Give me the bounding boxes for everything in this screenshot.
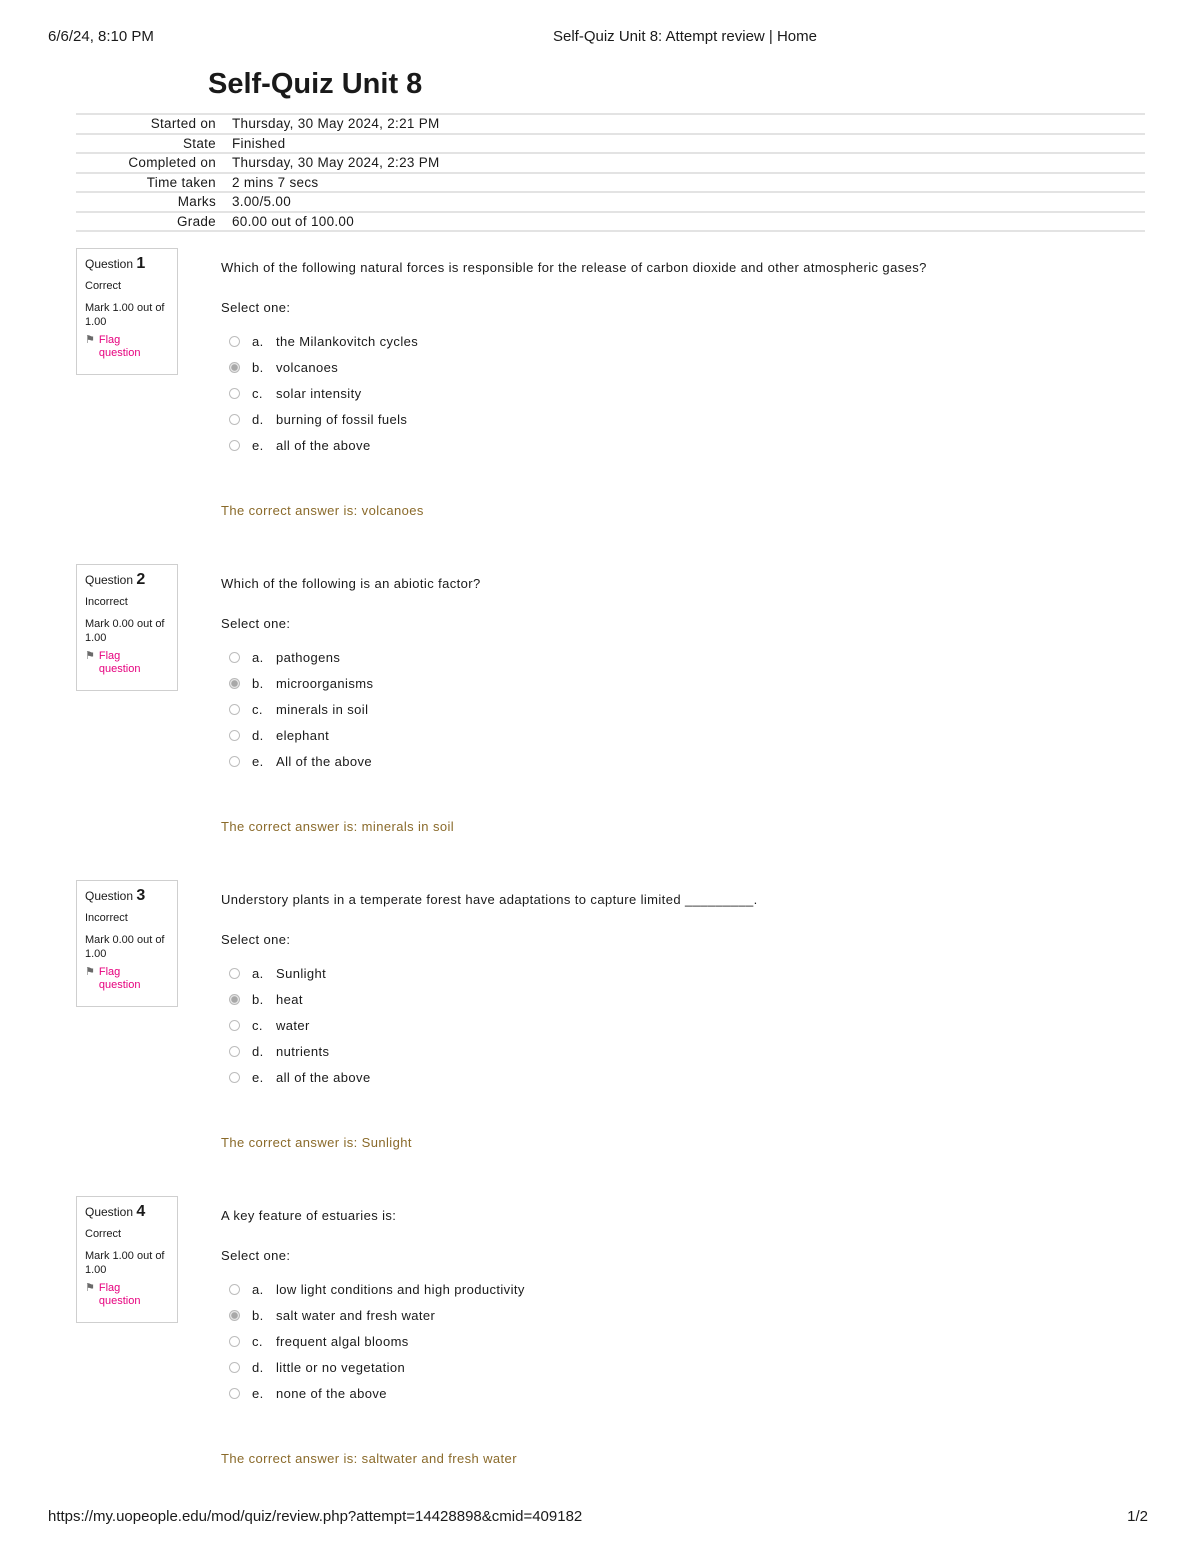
- question-info-box: [76, 564, 178, 691]
- answer-option[interactable]: [229, 1276, 525, 1302]
- radio-button[interactable]: [229, 336, 240, 347]
- option-letter: e.: [252, 437, 264, 453]
- summary-label: Grade: [176, 213, 216, 229]
- radio-button[interactable]: [229, 1020, 240, 1031]
- print-date: 6/6/24, 8:10 PM: [48, 28, 154, 45]
- option-letter: a.: [252, 333, 264, 349]
- radio-button-selected[interactable]: [229, 678, 240, 689]
- answer-option[interactable]: [229, 1012, 371, 1038]
- correct-answer-feedback: The correct answer is: Sunlight: [221, 1135, 412, 1150]
- radio-button-selected[interactable]: [229, 1310, 240, 1321]
- correct-answer-feedback: The correct answer is: volcanoes: [221, 503, 424, 518]
- summary-row-marks: [76, 193, 1145, 213]
- option-letter: d.: [252, 1043, 264, 1059]
- option-text: Sunlight: [276, 965, 327, 981]
- page-title: Self-Quiz Unit 8: [208, 68, 423, 100]
- flag-icon: ⚑: [85, 966, 95, 978]
- page-url: https://my.uopeople.edu/mod/quiz/review.php?attempt=14428898&cmid=409182: [48, 1508, 583, 1525]
- summary-value: Finished: [232, 135, 286, 151]
- question-number: 2: [136, 571, 146, 588]
- answer-option[interactable]: [229, 644, 373, 670]
- question-mark: Mark 0.00 out of 1.00: [85, 934, 165, 960]
- option-letter: b.: [252, 991, 264, 1007]
- question-1: [76, 248, 1146, 548]
- question-number-label: Question 2: [85, 571, 146, 588]
- question-number-label: Question 4: [85, 1203, 146, 1220]
- question-state: Correct: [85, 1228, 122, 1240]
- radio-button[interactable]: [229, 730, 240, 741]
- answer-option[interactable]: [229, 986, 371, 1012]
- question-text: Which of the following natural forces is responsible for the release of carbon dioxide and other atmospheric gases?: [221, 260, 927, 275]
- question-2: [76, 564, 1146, 864]
- flag-question-label: Flag question: [98, 334, 141, 359]
- answer-option[interactable]: [229, 1064, 371, 1090]
- flag-question-link[interactable]: [85, 650, 177, 676]
- summary-label: State: [182, 135, 216, 151]
- summary-value: 60.00 out of 100.00: [232, 213, 355, 229]
- radio-button[interactable]: [229, 414, 240, 425]
- option-letter: b.: [252, 675, 264, 691]
- radio-button[interactable]: [229, 968, 240, 979]
- answer-option[interactable]: [229, 328, 418, 354]
- answer-option[interactable]: [229, 432, 418, 458]
- radio-button[interactable]: [229, 1046, 240, 1057]
- question-number: 3: [136, 887, 146, 904]
- question-mark: Mark 1.00 out of 1.00: [85, 302, 165, 328]
- select-one-prompt: Select one:: [221, 616, 291, 631]
- option-text: all of the above: [276, 437, 371, 453]
- option-text: salt water and fresh water: [276, 1307, 436, 1323]
- question-text: Understory plants in a temperate forest have adaptations to capture limited _________.: [221, 892, 758, 907]
- question-mark: Mark 1.00 out of 1.00: [85, 1250, 165, 1276]
- summary-row-started: [76, 115, 1145, 135]
- option-letter: e.: [252, 1069, 264, 1085]
- print-footer: [48, 1508, 1148, 1528]
- question-text: A key feature of estuaries is:: [221, 1208, 397, 1223]
- radio-button[interactable]: [229, 1388, 240, 1399]
- flag-question-label: Flag question: [98, 1282, 141, 1307]
- option-text: the Milankovitch cycles: [276, 333, 419, 349]
- option-letter: b.: [252, 359, 264, 375]
- question-state: Correct: [85, 280, 122, 292]
- answer-option[interactable]: [229, 960, 371, 986]
- summary-value: 3.00/5.00: [232, 194, 292, 209]
- question-3: [76, 880, 1146, 1180]
- question-number-label: Question 1: [85, 255, 146, 272]
- select-one-prompt: Select one:: [221, 932, 291, 947]
- radio-button-selected[interactable]: [229, 362, 240, 373]
- answer-option[interactable]: [229, 1354, 525, 1380]
- flag-question-link[interactable]: [85, 1282, 177, 1308]
- option-text: pathogens: [276, 649, 341, 665]
- question-mark: Mark 0.00 out of 1.00: [85, 618, 165, 644]
- option-text: solar intensity: [276, 385, 362, 401]
- flag-icon: ⚑: [85, 1282, 95, 1294]
- option-text: burning of fossil fuels: [276, 411, 408, 427]
- flag-icon: ⚑: [85, 650, 95, 662]
- correct-answer-feedback: The correct answer is: minerals in soil: [221, 819, 455, 834]
- answer-options: [229, 1276, 525, 1406]
- flag-question-link[interactable]: [85, 966, 177, 992]
- summary-label: Started on: [150, 116, 216, 131]
- answer-option[interactable]: [229, 722, 373, 748]
- option-letter: c.: [252, 1333, 263, 1349]
- summary-value: Thursday, 30 May 2024, 2:23 PM: [232, 155, 440, 170]
- radio-button[interactable]: [229, 1284, 240, 1295]
- option-letter: c.: [252, 1017, 263, 1033]
- option-text: minerals in soil: [276, 701, 369, 717]
- radio-button[interactable]: [229, 440, 240, 451]
- option-text: elephant: [276, 727, 330, 743]
- summary-row-completed: [76, 154, 1145, 174]
- radio-button[interactable]: [229, 756, 240, 767]
- option-text: low light conditions and high productivity: [276, 1281, 525, 1297]
- answer-options: [229, 960, 371, 1090]
- print-header: [48, 28, 1152, 48]
- question-number-label: Question 3: [85, 887, 146, 904]
- summary-label: Marks: [177, 194, 216, 209]
- option-text: microorganisms: [276, 675, 374, 691]
- question-info-box: [76, 880, 178, 1007]
- option-letter: a.: [252, 1281, 264, 1297]
- option-letter: a.: [252, 649, 264, 665]
- flag-question-label: Flag question: [98, 650, 141, 675]
- radio-button[interactable]: [229, 1336, 240, 1347]
- answer-option[interactable]: [229, 670, 373, 696]
- summary-row-grade: [76, 213, 1145, 233]
- option-letter: d.: [252, 1359, 264, 1375]
- option-letter: b.: [252, 1307, 264, 1323]
- flag-question-link[interactable]: [85, 334, 177, 360]
- answer-option[interactable]: [229, 1302, 525, 1328]
- option-letter: e.: [252, 1385, 264, 1401]
- option-letter: c.: [252, 701, 263, 717]
- select-one-prompt: Select one:: [221, 1248, 291, 1263]
- radio-button[interactable]: [229, 1072, 240, 1083]
- radio-button[interactable]: [229, 388, 240, 399]
- option-text: All of the above: [276, 753, 373, 769]
- option-letter: d.: [252, 727, 264, 743]
- answer-option[interactable]: [229, 696, 373, 722]
- option-text: little or no vegetation: [276, 1359, 406, 1375]
- answer-option[interactable]: [229, 354, 418, 380]
- summary-label: Time taken: [146, 174, 216, 190]
- option-text: volcanoes: [276, 359, 339, 375]
- question-number: 1: [136, 255, 146, 272]
- attempt-summary-table: [76, 113, 1145, 232]
- option-text: water: [276, 1017, 310, 1033]
- answer-option[interactable]: [229, 406, 418, 432]
- summary-row-state: [76, 135, 1145, 155]
- question-state: Incorrect: [85, 596, 128, 608]
- radio-button-selected[interactable]: [229, 994, 240, 1005]
- option-text: heat: [276, 991, 303, 1007]
- correct-answer-feedback: The correct answer is: saltwater and fresh water: [221, 1451, 517, 1466]
- summary-value: 2 mins 7 secs: [232, 174, 319, 190]
- question-info-box: [76, 1196, 178, 1323]
- radio-button[interactable]: [229, 1362, 240, 1373]
- summary-label: Completed on: [128, 155, 216, 170]
- answer-options: [229, 644, 373, 774]
- page-number: 1/2: [1127, 1508, 1148, 1525]
- option-text: none of the above: [276, 1385, 387, 1401]
- question-text: Which of the following is an abiotic factor?: [221, 576, 481, 591]
- option-letter: a.: [252, 965, 264, 981]
- flag-icon: ⚑: [85, 334, 95, 346]
- summary-value: Thursday, 30 May 2024, 2:21 PM: [232, 116, 440, 131]
- answer-option[interactable]: [229, 380, 418, 406]
- question-number: 4: [136, 1203, 146, 1220]
- question-info-box: [76, 248, 178, 375]
- select-one-prompt: Select one:: [221, 300, 291, 315]
- option-letter: c.: [252, 385, 263, 401]
- option-letter: d.: [252, 411, 264, 427]
- answer-option[interactable]: [229, 1328, 525, 1354]
- answer-option[interactable]: [229, 748, 373, 774]
- answer-option[interactable]: [229, 1038, 371, 1064]
- option-text: all of the above: [276, 1069, 371, 1085]
- print-document-title: Self-Quiz Unit 8: Attempt review | Home: [553, 28, 817, 45]
- option-letter: e.: [252, 753, 264, 769]
- flag-question-label: Flag question: [98, 966, 141, 991]
- question-state: Incorrect: [85, 912, 128, 924]
- option-text: frequent algal blooms: [276, 1333, 409, 1349]
- answer-options: [229, 328, 418, 458]
- question-4: [76, 1196, 1146, 1496]
- summary-row-time-taken: [76, 174, 1145, 194]
- radio-button[interactable]: [229, 704, 240, 715]
- radio-button[interactable]: [229, 652, 240, 663]
- answer-option[interactable]: [229, 1380, 525, 1406]
- option-text: nutrients: [276, 1043, 330, 1059]
